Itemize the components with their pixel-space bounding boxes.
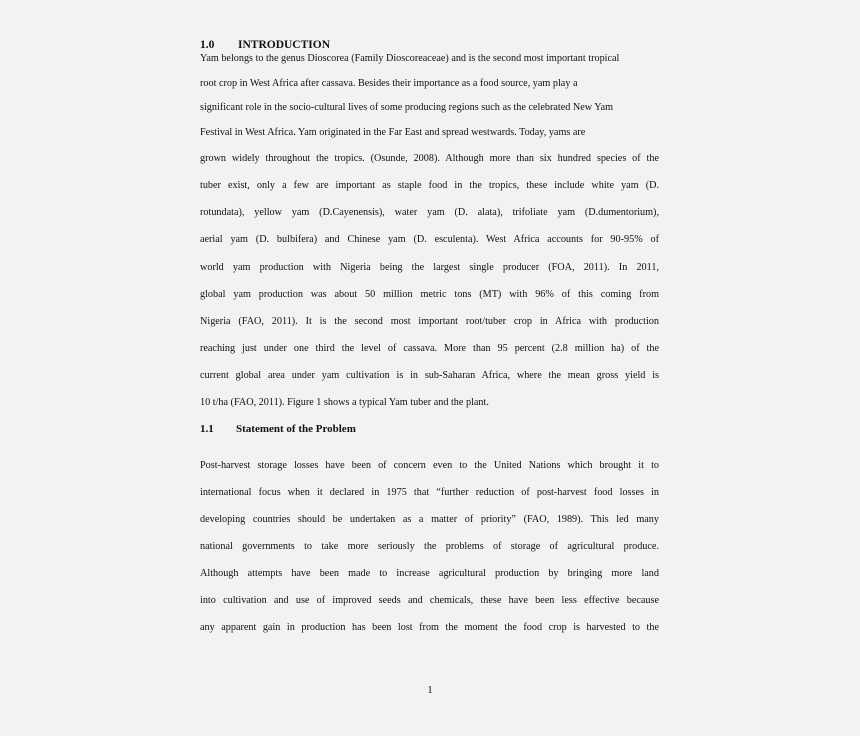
paragraph-line: national governments to take more seriously the problems of storage of agricultural produce. [200,541,659,552]
subsection-heading [200,423,356,435]
paragraph-line: global yam production was about 50 million metric tons (MT) with 96% of this coming from [200,289,659,300]
paragraph-line: tuber exist, only a few are important as staple food in the tropics, these include white yam (D. [200,180,659,191]
subsection-title: Statement of the Problem [236,423,356,435]
paragraph-line: Festival in West Africa. Yam originated in the Far East and spread westwards. Today, yams are [200,127,586,138]
paragraph-line: Nigeria (FAO, 2011). It is the second most important root/tuber crop in Africa with production [200,316,659,327]
paragraph-line: reaching just under one third the level of cassava. More than 95 percent (2.8 million ha) of the [200,343,659,354]
section-heading [200,39,330,51]
paragraph-line: 10 t/ha (FAO, 2011). Figure 1 shows a typical Yam tuber and the plant. [200,397,489,408]
page-number: 1 [427,684,433,696]
paragraph-line: significant role in the socio-cultural lives of some producing regions such as the celebrated New Yam [200,102,614,113]
paragraph-line: current global area under yam cultivation is in sub-Saharan Africa, where the mean gross yield is [200,370,659,381]
paragraph-line: rotundata), yellow yam (D.Cayenensis), water yam (D. alata), trifoliate yam (D.dumentorium), [200,207,659,218]
paragraph-line: Post-harvest storage losses have been of concern even to the United Nations which brought it to [200,460,659,471]
paragraph-line: international focus when it declared in 1975 that “further reduction of post-harvest food losses in [200,487,659,498]
section-title: INTRODUCTION [238,39,331,51]
paragraph-line: world yam production with Nigeria being the largest single producer (FOA, 2011). In 2011, [200,262,659,273]
paragraph-line: developing countries should be undertaken as a matter of priority” (FAO, 1989). This led many [200,514,659,525]
paragraph-line: grown widely throughout the tropics. (Osunde, 2008). Although more than six hundred species of the [200,153,659,164]
section-number: 1.0 [200,39,215,51]
paragraph-line: into cultivation and use of improved seeds and chemicals, these have been less effective because [200,595,659,606]
paragraph-line: aerial yam (D. bulbifera) and Chinese yam (D. esculenta). West Africa accounts for 90-95% of [200,234,659,245]
paragraph-line: any apparent gain in production has been lost from the moment the food crop is harvested to the [200,622,659,633]
paragraph-line: Yam belongs to the genus Dioscorea (Family Dioscoreaceae) and is the second most important tropical [200,53,620,64]
paragraph-line: root crop in West Africa after cassava. Besides their importance as a food source, yam play a [200,78,578,89]
subsection-number: 1.1 [200,423,214,435]
paragraph-line: Although attempts have been made to increase agricultural production by bringing more land [200,568,659,579]
